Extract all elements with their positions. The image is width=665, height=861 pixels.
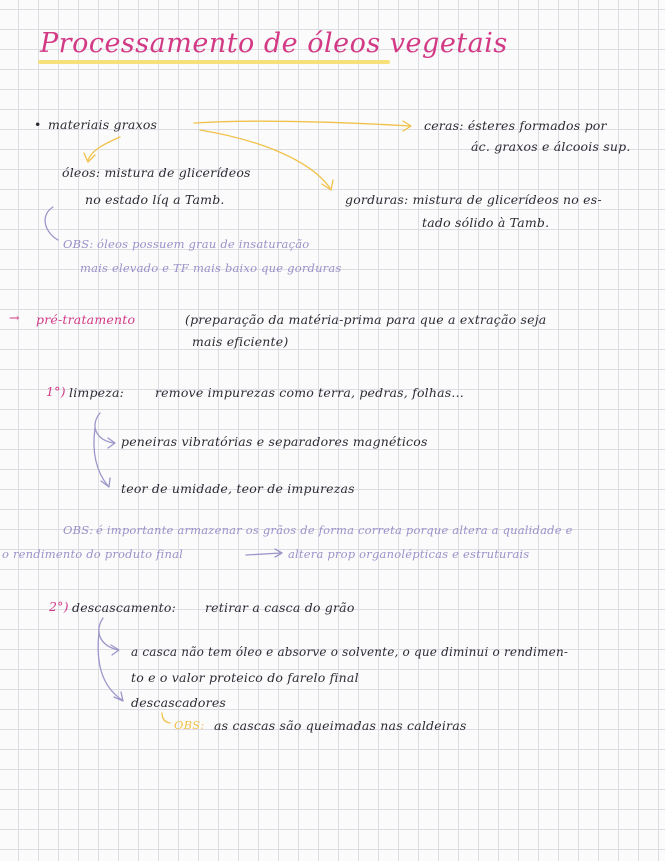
descascamento-desc: retirar a casca do grão bbox=[205, 600, 355, 615]
obs-armazenamento-label: OBS: bbox=[63, 523, 94, 537]
arrow-descasc-tree bbox=[99, 618, 118, 650]
obs-oleos-line2: mais elevado e TF mais baixo que gorduras bbox=[80, 261, 342, 275]
descascamento-item-1: a casca não tem óleo e absorve o solvente, o que diminui o rendimen- bbox=[131, 645, 569, 659]
page-title: Processamento de óleos vegetais bbox=[40, 28, 508, 59]
limpeza-label: limpeza: bbox=[69, 385, 125, 400]
oleos-line2: no estado líq a Tamb. bbox=[85, 192, 225, 207]
pretratamento-desc2: mais eficiente) bbox=[192, 334, 289, 349]
materiais-graxos: materiais graxos bbox=[48, 117, 158, 132]
oleos-line1: óleos: mistura de glicerídeos bbox=[62, 165, 251, 180]
limpeza-item-2: teor de umidade, teor de impurezas bbox=[121, 481, 355, 496]
arrow-descasc-obs bbox=[162, 713, 170, 723]
descascamento-item-2: descascadores bbox=[131, 695, 227, 710]
obs-label-1: OBS: bbox=[63, 237, 94, 251]
arrow-descasc-head1 bbox=[111, 645, 119, 655]
descascamento-obs-label: OBS: bbox=[174, 718, 205, 732]
gorduras-line2: tado sólido à Tamb. bbox=[422, 215, 550, 230]
arrow-limpeza-branch bbox=[94, 428, 108, 486]
descascamento-item-1b: to e o valor proteico do farelo final bbox=[131, 670, 359, 685]
descascamento-label: descascamento: bbox=[72, 600, 176, 615]
gorduras-line1: gorduras: mistura de glicerídeos no es- bbox=[345, 192, 602, 207]
arrow-oleos-obs bbox=[45, 207, 58, 240]
pretratamento-label: pré-tratamento bbox=[36, 312, 136, 327]
arrow-descasc-branch bbox=[98, 632, 122, 700]
limpeza-desc: remove impurezas como terra, pedras, folhas... bbox=[155, 385, 464, 400]
descascamento-number: 2°) bbox=[49, 599, 69, 614]
arrow-altera bbox=[246, 553, 281, 555]
arrow-to-ceras bbox=[194, 121, 410, 126]
arrow-limpeza-tree bbox=[95, 413, 114, 443]
limpeza-number: 1°) bbox=[46, 384, 66, 399]
obs-oleos-line1: óleos possuem grau de insaturação bbox=[97, 237, 310, 251]
pretratamento-arrow: → bbox=[9, 310, 20, 325]
obs-armazenamento-line1: é importante armazenar os grãos de forma correta porque altera a qualidade e bbox=[96, 523, 573, 537]
pretratamento-desc: (preparação da matéria-prima para que a extração seja bbox=[185, 312, 547, 327]
obs-armazenamento-line2: o rendimento do produto final bbox=[2, 547, 184, 561]
ceras-line1: ceras: ésteres formados por bbox=[424, 118, 607, 133]
bullet: • bbox=[34, 117, 42, 132]
limpeza-item-1: peneiras vibratórias e separadores magnéticos bbox=[121, 434, 428, 449]
obs-armazenamento-line2b: altera prop organolépticas e estruturais bbox=[288, 547, 530, 561]
descascamento-obs: as cascas são queimadas nas caldeiras bbox=[214, 718, 467, 733]
ceras-line2: ác. graxos e álcoois sup. bbox=[471, 139, 631, 154]
